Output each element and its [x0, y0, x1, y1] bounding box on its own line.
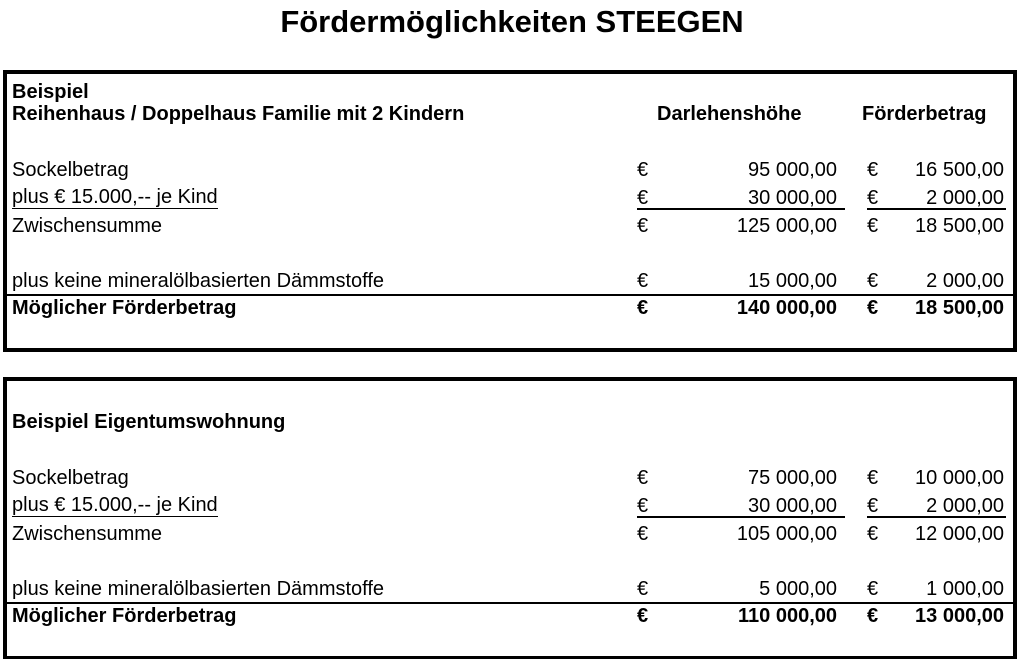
currency-symbol: € — [637, 523, 649, 545]
currency-symbol: € — [867, 495, 879, 517]
loan-amount: 30 000,00 — [748, 187, 837, 209]
example-box-apartment — [3, 377, 1017, 659]
grant-amount: 16 500,00 — [915, 159, 1004, 181]
loan-amount: 75 000,00 — [748, 467, 837, 489]
total-loan-amount: 110 000,00 — [738, 605, 837, 627]
total-loan-amount: 140 000,00 — [736, 297, 837, 319]
row-label: Sockelbetrag — [12, 467, 129, 489]
currency-symbol: € — [867, 215, 879, 237]
grant-amount: 2 000,00 — [926, 270, 1004, 292]
subtotal-rule-grant — [867, 516, 1006, 518]
currency-symbol: € — [867, 523, 879, 545]
currency-symbol: € — [637, 578, 649, 600]
total-grant-amount: 18 500,00 — [915, 297, 1004, 319]
example-box-rowhouse — [3, 70, 1017, 352]
currency-symbol: € — [867, 297, 879, 319]
total-label: Möglicher Förderbetrag — [12, 297, 237, 319]
loan-amount: 5 000,00 — [759, 578, 837, 600]
currency-symbol: € — [867, 605, 879, 627]
box-subheading: Reihenhaus / Doppelhaus Familie mit 2 Kindern — [12, 103, 465, 125]
currency-symbol: € — [637, 297, 649, 319]
loan-amount: 125 000,00 — [736, 215, 837, 237]
grant-amount: 2 000,00 — [926, 187, 1004, 209]
currency-symbol: € — [637, 495, 649, 517]
subtotal-rule-loan — [637, 208, 845, 210]
grant-amount: 1 000,00 — [926, 578, 1004, 600]
grant-amount: 10 000,00 — [915, 467, 1004, 489]
currency-symbol: € — [637, 215, 649, 237]
currency-symbol: € — [867, 578, 879, 600]
subtotal-rule-grant — [867, 208, 1006, 210]
total-label: Möglicher Förderbetrag — [12, 605, 237, 627]
page-title: Fördermöglichkeiten STEEGEN — [280, 4, 744, 39]
grant-amount: 2 000,00 — [926, 495, 1004, 517]
loan-amount: 105 000,00 — [736, 523, 837, 545]
currency-symbol: € — [637, 605, 649, 627]
currency-symbol: € — [637, 187, 649, 209]
grant-amount: 18 500,00 — [915, 215, 1004, 237]
row-label: plus € 15.000,-- je Kind — [12, 494, 218, 516]
row-label: Zwischensumme — [12, 215, 163, 237]
column-header-loan: Darlehenshöhe — [657, 103, 802, 125]
subtotal-rule-loan — [637, 516, 845, 518]
currency-symbol: € — [867, 159, 879, 181]
box-heading: Beispiel — [12, 81, 89, 103]
currency-symbol: € — [637, 159, 649, 181]
total-grant-amount: 13 000,00 — [915, 605, 1004, 627]
currency-symbol: € — [637, 467, 649, 489]
row-label: Zwischensumme — [12, 523, 163, 545]
grant-amount: 12 000,00 — [915, 523, 1004, 545]
currency-symbol: € — [637, 270, 649, 292]
column-header-grant: Förderbetrag — [862, 103, 987, 125]
row-label: plus keine mineralölbasierten Dämmstoffe — [12, 578, 385, 600]
row-label: plus keine mineralölbasierten Dämmstoffe — [12, 270, 385, 292]
currency-symbol: € — [867, 270, 879, 292]
loan-amount: 95 000,00 — [748, 159, 837, 181]
currency-symbol: € — [867, 187, 879, 209]
loan-amount: 15 000,00 — [748, 270, 837, 292]
row-label: plus € 15.000,-- je Kind — [12, 186, 218, 208]
currency-symbol: € — [867, 467, 879, 489]
loan-amount: 30 000,00 — [748, 495, 837, 517]
box-heading: Beispiel Eigentumswohnung — [12, 411, 286, 433]
row-label: Sockelbetrag — [12, 159, 129, 181]
